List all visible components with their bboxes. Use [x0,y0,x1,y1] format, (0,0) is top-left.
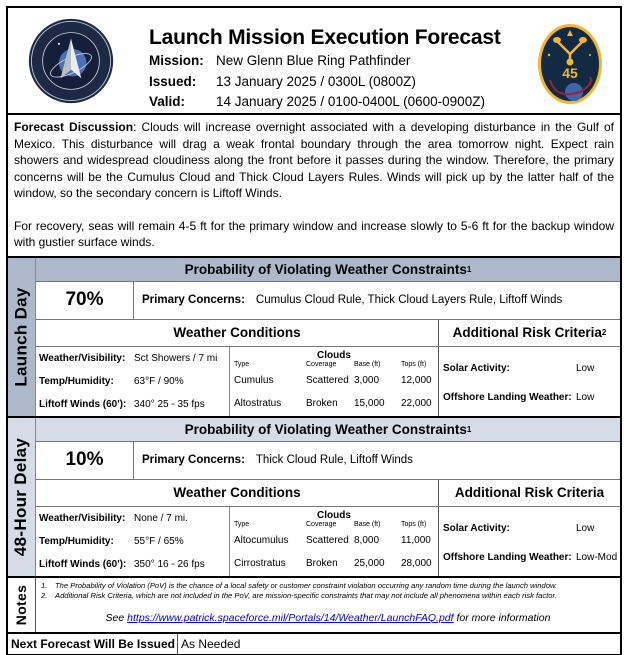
concerns-label: Primary Concerns: [142,454,245,466]
concerns-value: Cumulus Cloud Rule, Thick Cloud Layers Rule, Liftoff Winds [255,294,563,306]
condition-value: 55°F / 65% [134,535,184,547]
risk-value: Low [576,363,595,374]
discussion-text: : Clouds will increase overnight associated with a developing disturbance in the Gulf of Mexico. This disturbance will drag a weak frontal boundary through the area tomorrow night. Expect rain showers and widespread cloudiness along the front before it passes during the window. Therefore, the primary concerns will be the Cumulus Cloud and Thick Cloud Layers Rules. Winds will pick up by the latter half of the window, so the secondary concern is Liftoff Winds. [14,120,614,200]
risk-row [443,385,620,411]
mission-value: New Glenn Blue Ring Pathfinder [216,53,411,68]
condition-value: None / 7 mi. [134,512,188,524]
pov-row [36,282,620,320]
condition-label: Weather/Visibility: [39,352,126,364]
condition-value: 350° 16 - 26 fps [134,558,205,570]
45th-weather-squadron-patch-logo [536,22,604,106]
column-header: Type [234,360,250,368]
see-more-line [36,612,620,624]
subheader-row [36,320,620,347]
conditions-body [36,507,620,576]
note-item [41,591,620,601]
cloud-cell: 28,000 [401,557,432,569]
primary-concerns [134,442,413,479]
side-label [8,418,36,576]
concerns-value: Thick Cloud Rule, Liftoff Winds [255,454,413,466]
condition-row [39,347,229,370]
next-forecast-label: Next Forecast Will Be Issued [8,634,178,654]
risk-value: Low [576,523,595,534]
notes-side-label [8,578,36,632]
cloud-cell: 15,000 [354,397,385,409]
condition-value: Sct Showers / 7 mi [134,352,218,364]
pov-header-text: Probability of Violating Weather Constraints [184,261,467,277]
section-launch-day [6,258,622,418]
note-text: Additional Risk Criteria, which are not included in the PoV, are mission-specific constraints that may not include all phenomena within each risk factor. [55,590,557,600]
condition-row [39,393,229,416]
side-label-text: 48-Hour Delay [11,437,31,556]
column-header: Base (ft) [354,360,381,368]
pov-value: 10% [36,442,134,479]
clouds-title: Clouds [317,349,351,361]
page-title: Launch Mission Execution Forecast [149,26,501,49]
pov-header [36,258,620,282]
forecast-discussion [6,115,622,258]
additional-risk-header-text: Additional Risk Criteria [452,325,602,340]
concerns-label: Primary Concerns: [142,294,245,306]
primary-concerns [134,282,562,319]
column-header: Coverage [306,360,337,368]
cloud-cell: 25,000 [354,557,385,569]
recovery-paragraph: For recovery, seas will remain 4-5 ft for the primary window and increase slowly to 5-6 ft for the backup window with gustier surface winds. [14,218,614,249]
discussion-paragraph [14,119,614,202]
risk-row [443,353,620,385]
pov-header-text: Probability of Violating Weather Constraints [184,421,467,437]
cloud-cell: 22,000 [401,397,432,409]
weather-conditions [36,347,229,416]
footnote-ref: 1 [466,424,472,434]
condition-row [39,553,229,576]
cloud-cell: Scattered [306,374,349,386]
see-prefix: See [105,611,128,624]
note-number: 1. [41,580,48,590]
pov-row [36,442,620,480]
header [6,6,622,115]
mission-label: Mission: [149,53,204,68]
side-label [8,258,36,416]
weather-conditions [36,507,229,576]
side-label-text: Launch Day [11,286,31,387]
column-header: Coverage [306,520,337,528]
issued-value: 13 January 2025 / 0300L (0800Z) [216,74,416,89]
note-text: The Probability of Violation (PoV) is the chance of a local safety or customer constraint violation occurring any random time during the launch window. [55,580,558,590]
additional-risk-header: Additional Risk Criteria [454,485,605,500]
cloud-cell: Altostratus [234,397,282,409]
risk-label: Solar Activity: [443,363,510,374]
additional-risk [439,507,620,576]
clouds-title: Clouds [317,509,351,521]
column-header: Base (ft) [354,520,381,528]
cloud-cell: 8,000 [354,534,380,546]
cloud-cell: 12,000 [401,374,432,386]
risk-row [443,545,620,571]
condition-label: Temp/Humidity: [39,535,114,547]
notes-side-label-text: Notes [13,584,30,625]
cloud-cell: 11,000 [401,534,431,546]
valid-value: 14 January 2025 / 0100-0400L (0600-0900Z) [216,94,485,109]
cloud-cell: Broken [306,397,338,409]
risk-row [443,513,620,545]
condition-row [39,370,229,393]
cloud-cell: 3,000 [354,374,380,386]
column-header: Tops (ft) [401,360,427,368]
risk-label: Offshore Landing Weather: [443,552,572,563]
faq-link[interactable]: https://www.patrick.spaceforce.mil/Portals/14/Weather/LaunchFAQ.pdf [127,611,454,624]
condition-value: 63°F / 90% [134,375,184,387]
risk-value: Low [576,392,595,403]
risk-value: Low-Mod [576,552,618,563]
cloud-cell: Broken [306,557,338,569]
footnote-ref: 2 [601,328,607,337]
notes-content [36,578,620,632]
patch-number: 45 [562,65,578,81]
clouds-table [229,507,439,576]
condition-label: Weather/Visibility: [39,512,126,524]
condition-label: Liftoff Winds (60'): [39,558,127,570]
cloud-cell: Cirrostratus [234,557,286,569]
cloud-cell: Altocumulus [234,534,289,546]
cloud-cell: Scattered [306,534,349,546]
issued-label: Issued: [149,74,197,89]
next-forecast-value: As Needed [181,636,241,651]
additional-risk-header [439,320,620,346]
cloud-cell: Cumulus [234,374,274,386]
note-item [41,581,620,591]
column-header: Tops (ft) [401,520,427,528]
mission-row [149,53,410,68]
forecast-document [6,6,622,655]
next-forecast-row [6,634,622,655]
condition-label: Liftoff Winds (60'): [39,398,127,410]
weather-conditions-header: Weather Conditions [36,320,439,346]
section-main [36,418,620,576]
condition-label: Temp/Humidity: [39,375,114,387]
valid-label: Valid: [149,94,186,109]
notes-section [6,578,622,634]
note-number: 2. [41,590,48,600]
pov-value: 70% [36,282,134,319]
condition-row [39,507,229,530]
footnote-ref: 1 [466,264,472,274]
risk-label: Solar Activity: [443,523,510,534]
section-main [36,258,620,416]
discussion-label: Forecast Discussion [14,120,134,134]
space-force-seal-logo [28,18,114,104]
risk-label: Offshore Landing Weather: [443,392,572,403]
see-suffix: for more information [453,611,551,624]
column-header: Type [234,520,250,528]
conditions-body [36,347,620,416]
subheader-row [36,480,620,507]
valid-row [149,94,485,109]
condition-row [39,530,229,553]
additional-risk [439,347,620,416]
condition-value: 340° 25 - 35 fps [134,398,205,410]
issued-row [149,74,416,89]
pov-header [36,418,620,442]
clouds-table [229,347,439,416]
section-48-hour-delay [6,418,622,578]
weather-conditions-header: Weather Conditions [36,480,439,506]
